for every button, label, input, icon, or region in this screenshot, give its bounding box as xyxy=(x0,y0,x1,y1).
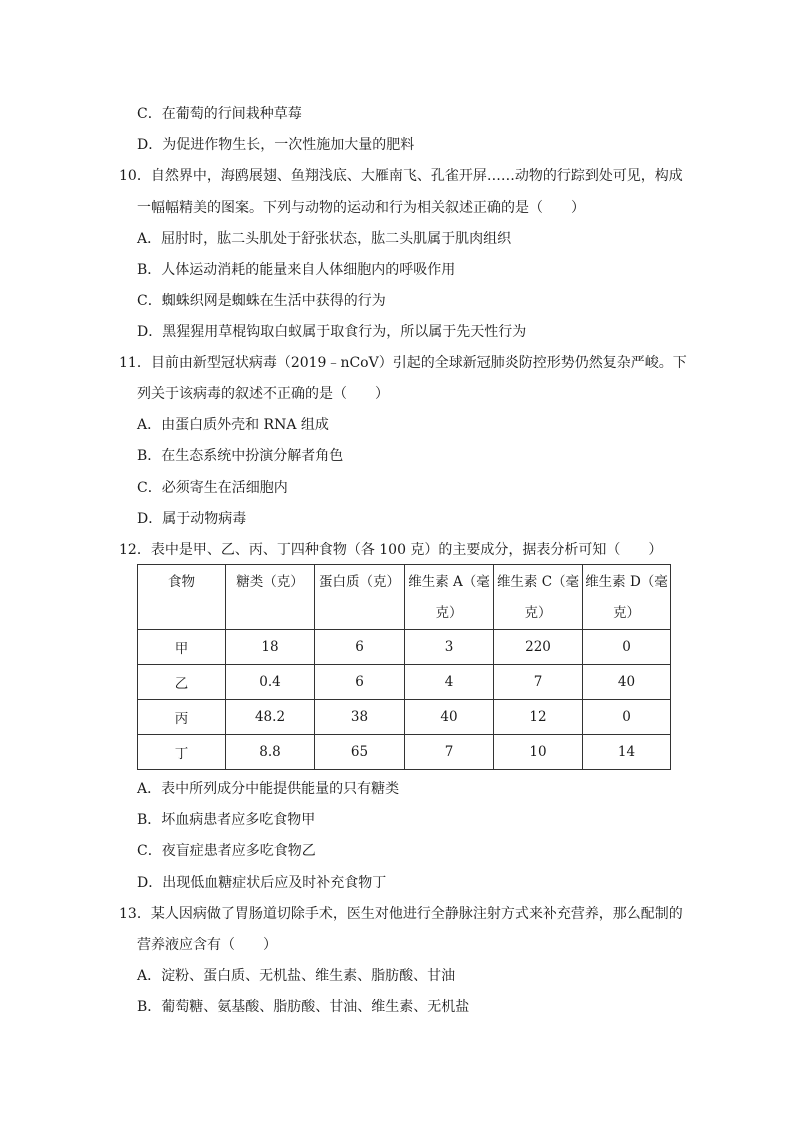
table-cell: 0 xyxy=(583,630,671,665)
table-cell: 0.4 xyxy=(226,665,315,700)
table-cell: 甲 xyxy=(138,630,226,665)
table-row xyxy=(138,735,671,770)
table-cell: 6 xyxy=(315,665,405,700)
table-cell: 38 xyxy=(315,700,405,735)
table-cell: 14 xyxy=(583,735,671,770)
table-cell: 6 xyxy=(315,630,405,665)
table-cell: 220 xyxy=(494,630,583,665)
q13-option-a: A．淀粉、蛋白质、无机盐、维生素、脂肪酸、甘油 xyxy=(137,968,456,984)
q13-option-b: B．葡萄糖、氨基酸、脂肪酸、甘油、维生素、无机盐 xyxy=(137,999,470,1015)
table-header-cell: 蛋白质（克） xyxy=(315,565,405,630)
q9-option-d: D．为促进作物生长，一次性施加大量的肥料 xyxy=(137,137,415,153)
table-cell: 8.8 xyxy=(226,735,315,770)
nutrition-table xyxy=(137,564,671,770)
q12-option-d: D．出现低血糖症状后应及时补充食物丁 xyxy=(137,875,387,891)
table-cell: 0 xyxy=(583,700,671,735)
q10-option-c: C．蜘蛛织网是蜘蛛在生活中获得的行为 xyxy=(137,293,386,309)
q11-option-a: A．由蛋白质外壳和 RNA 组成 xyxy=(137,417,329,433)
table-header-cell: 维生素 C（毫 克） xyxy=(494,565,583,630)
q11-stem-line1: 11．目前由新型冠状病毒（2019﹣nCoV）引起的全球新冠肺炎防控形势仍然复杂严峻。下 xyxy=(119,355,687,371)
q10-stem-line2: 一幅幅精美的图案。下列与动物的运动和行为相关叙述正确的是（ ） xyxy=(137,200,585,216)
table-row xyxy=(138,700,671,735)
q11-stem-line2: 列关于该病毒的叙述不正确的是（ ） xyxy=(137,386,389,402)
q10-option-a: A．屈肘时，肱二头肌处于舒张状态，肱二头肌属于肌肉组织 xyxy=(137,231,512,247)
q13-stem-line2: 营养液应含有（ ） xyxy=(137,937,277,953)
table-cell: 丙 xyxy=(138,700,226,735)
table-cell: 乙 xyxy=(138,665,226,700)
table-cell: 12 xyxy=(494,700,583,735)
table-cell: 丁 xyxy=(138,735,226,770)
q9-option-c: C．在葡萄的行间栽种草莓 xyxy=(137,106,302,122)
table-cell: 4 xyxy=(405,665,494,700)
table-header-cell: 糖类（克） xyxy=(226,565,315,630)
q11-option-d: D．属于动物病毒 xyxy=(137,511,247,527)
table-header-cell: 食物 xyxy=(138,565,226,630)
q13-stem-line1: 13．某人因病做了胃肠道切除手术，医生对他进行全静脉注射方式来补充营养，那么配制的 xyxy=(119,906,683,922)
q11-option-b: B．在生态系统中扮演分解者角色 xyxy=(137,448,344,464)
table-cell: 7 xyxy=(494,665,583,700)
q10-option-b: B．人体运动消耗的能量来自人体细胞内的呼吸作用 xyxy=(137,262,456,278)
table-cell: 3 xyxy=(405,630,494,665)
table-cell: 40 xyxy=(405,700,494,735)
q10-stem-line1: 10．自然界中，海鸥展翅、鱼翔浅底、大雁南飞、孔雀开屏……动物的行踪到处可见，构成 xyxy=(119,168,683,184)
table-cell: 48.2 xyxy=(226,700,315,735)
table-row xyxy=(138,630,671,665)
table-cell: 7 xyxy=(405,735,494,770)
table-cell: 40 xyxy=(583,665,671,700)
q12-option-c: C．夜盲症患者应多吃食物乙 xyxy=(137,843,316,859)
table-cell: 65 xyxy=(315,735,405,770)
table-cell: 18 xyxy=(226,630,315,665)
table-header-row xyxy=(138,565,671,630)
q10-option-d: D．黑猩猩用草棍钩取白蚁属于取食行为，所以属于先天性行为 xyxy=(137,324,527,340)
q12-option-a: A．表中所列成分中能提供能量的只有糖类 xyxy=(137,781,400,797)
q12-option-b: B．坏血病患者应多吃食物甲 xyxy=(137,812,316,828)
q11-option-c: C．必须寄生在活细胞内 xyxy=(137,480,288,496)
table-header-cell: 维生素 D（毫 克） xyxy=(583,565,671,630)
q12-stem-line1: 12．表中是甲、乙、丙、丁四种食物（各 100 克）的主要成分，据表分析可知（ ） xyxy=(119,542,663,558)
table-header-cell: 维生素 A（毫 克） xyxy=(405,565,494,630)
table-row xyxy=(138,665,671,700)
table-cell: 10 xyxy=(494,735,583,770)
